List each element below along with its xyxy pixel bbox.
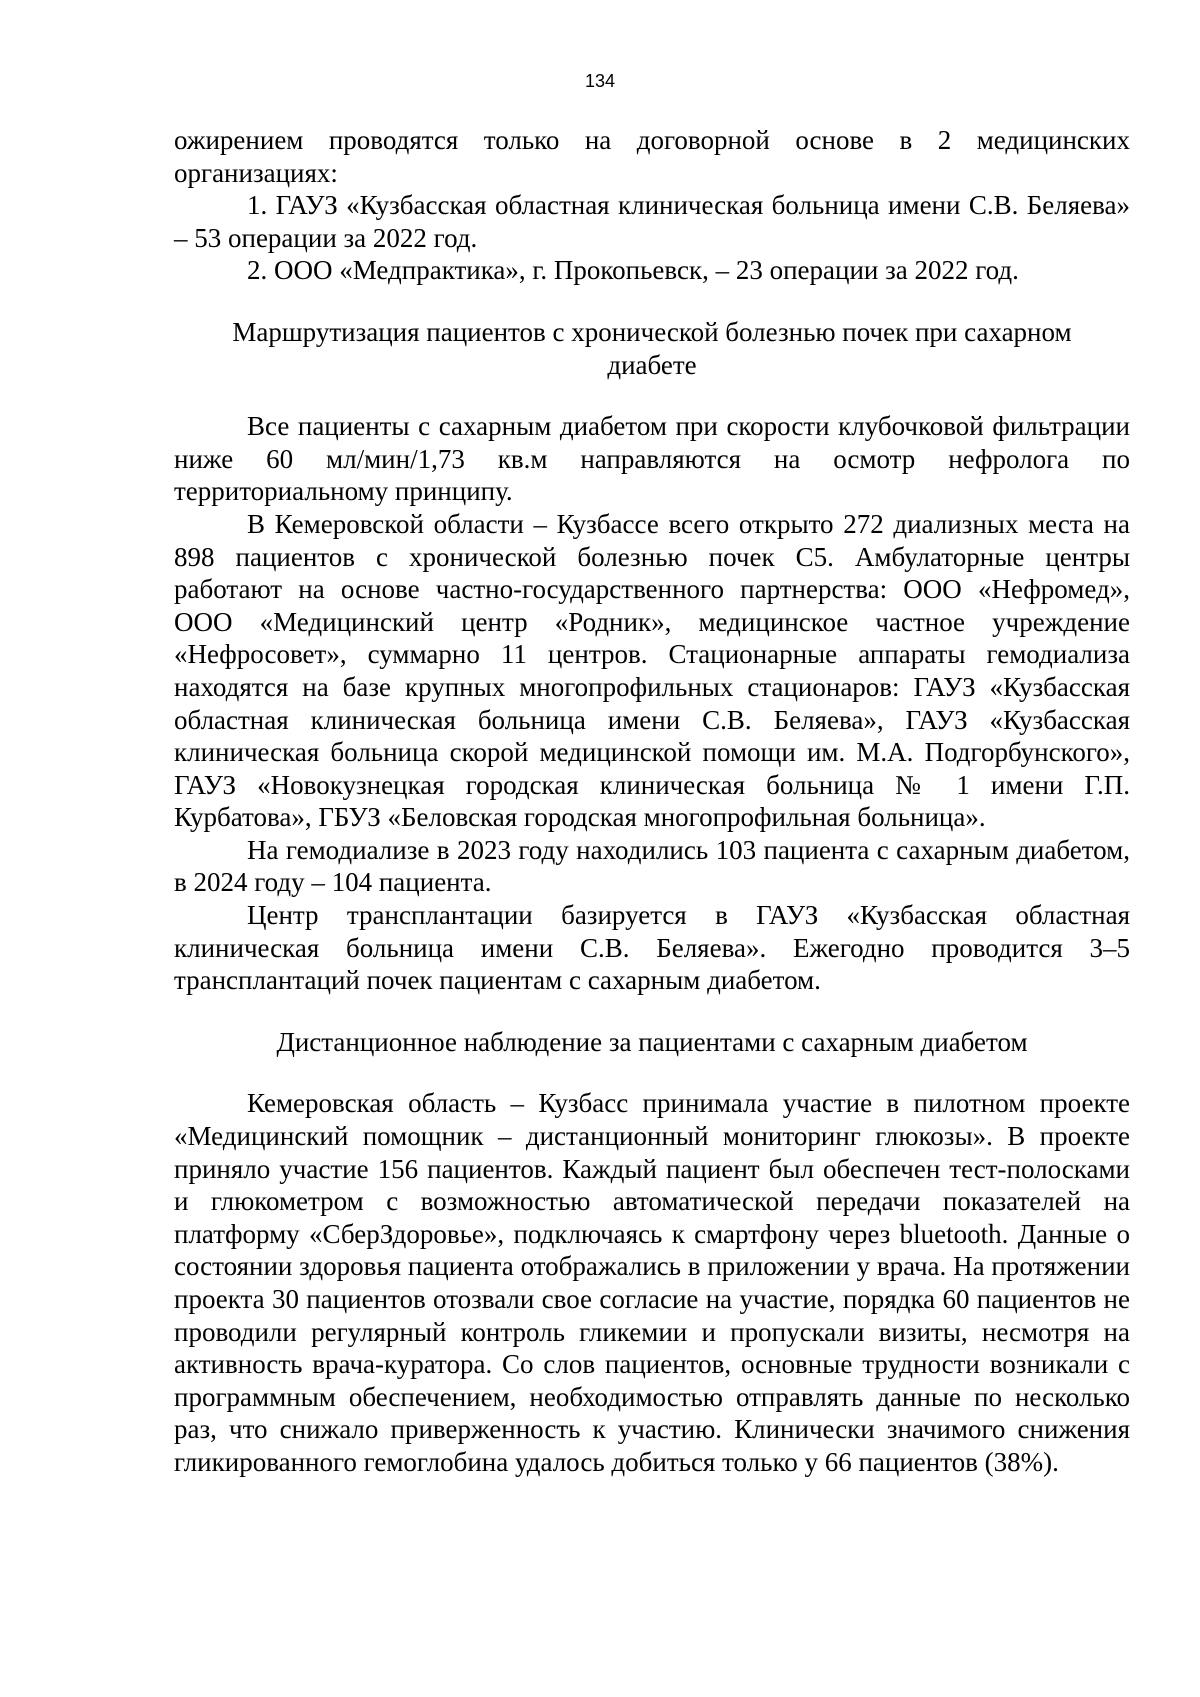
- paragraph: В Кемеровской области – Кузбассе всего открыто 272 диализных места на 898 пациентов с хронической болезнью почек С5. Амбулаторные центры работают на основе частно-государственного партнерства: ООО «Нефромед», ООО «Медицинский центр «Родник», медицинское частное учреждение «Нефросовет», суммарно 11 центров. Стационарные аппараты гемодиализа находятся на базе крупных многопрофильных стационаров: ГАУЗ «Кузбасская областная клиническая больница имени С.В. Беляева», ГАУЗ «Кузбасская клиническая больница скорой медицинской помощи им. М.А. Подгорбунского», ГАУЗ «Новокузнецкая городская клиническая больница № 1 имени Г.П. Курбатова», ГБУЗ «Беловская городская многопрофильная больница».: [174, 508, 1130, 833]
- paragraph: Центр трансплантации базируется в ГАУЗ «Кузбасская областная клиническая больница имени С.В. Беляева». Ежегодно проводится 3–5 трансплантаций почек пациентам с сахарным диабетом.: [174, 900, 1130, 996]
- paragraph: Кемеровская область – Кузбасс принимала участие в пилотном проекте «Медицинский помощник – дистанционный мониторинг глюкозы». В проекте приняло участие 156 пациентов. Каждый пациент был обеспечен тест-полосками и глюкометром с возможностью автоматической передачи показателей на платформу «СберЗдоровье», подключаясь к смартфону через bluetooth. Данные о состоянии здоровья пациента отображались в приложении у врача. На протяжении проекта 30 пациентов отозвали свое согласие на участие, порядка 60 пациентов не проводили регулярный контроль гликемии и пропускали визиты, несмотря на активность врача-куратора. Со слов пациентов, основные трудности возникали с программным обеспечением, необходимостью отправлять данные по несколько раз, что снижало приверженность к участию. Клинически значимого снижения гликированного гемоглобина удалось добиться только у 66 пациентов (38%).: [174, 1088, 1130, 1477]
- section1-intro: ожирением проводятся только на договорной основе в 2 медицинских организациях:: [174, 125, 1130, 188]
- page-number: 134: [584, 71, 616, 91]
- list-item: 1. ГАУЗ «Кузбасская областная клиническая больница имени С.В. Беляева» – 53 операции за 2022 год.: [174, 190, 1130, 253]
- page-content: [174, 124, 1130, 1479]
- section-heading-routing: Маршрутизация пациентов с хронической болезнью почек при сахарном диабете: [232, 316, 1072, 380]
- paragraph: На гемодиализе в 2023 году находились 103 пациента с сахарным диабетом, в 2024 году – 104 пациента.: [174, 834, 1130, 898]
- section-heading-remote-monitoring: Дистанционное наблюдение за пациентами с сахарным диабетом: [276, 1026, 1028, 1057]
- paragraph: Все пациенты с сахарным диабетом при скорости клубочковой фильтрации ниже 60 мл/мин/1,73 кв.м направляются на осмотр нефролога по территориальному принципу.: [174, 411, 1130, 507]
- list-item: 2. ООО «Медпрактика», г. Прокопьевск, – 23 операции за 2022 год.: [247, 255, 1019, 286]
